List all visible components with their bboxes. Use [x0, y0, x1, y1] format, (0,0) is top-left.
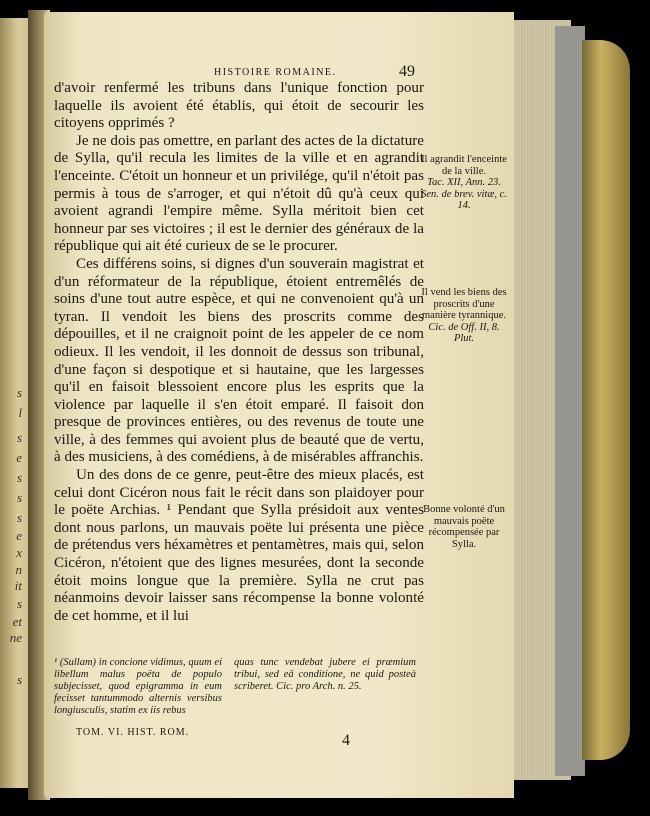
- facing-page-fragment: s: [16, 470, 22, 485]
- margin-note-text: Il agrandit l'enceinte de la ville.: [421, 154, 507, 177]
- facing-page-fragment: it: [14, 578, 22, 593]
- margin-note-ref: Cic. de Off. II, 8.: [428, 321, 500, 333]
- facing-page-fragment: s: [16, 672, 22, 687]
- book-page: [44, 12, 514, 798]
- margin-note-ref: Sen. de brev. vitæ, c. 14.: [421, 188, 507, 211]
- facing-page-fragment: e: [16, 528, 22, 543]
- margin-note-ref: Plut.: [453, 333, 475, 344]
- paragraph: Ces différens soins, si dignes d'un souverain magistrat et d'un réformateur de la république, étoient entremêlés de soins d'une tout autre espèce, et qui ne convenoient qu'à un tyran. Il vendoit les biens des proscrits comme des dépouilles, et il ne craignoit point de les appeler de ce nom odieux. Il les vendoit, il les donnoit de dessus son tribunal, d'une façon si despotique et si hautaine, que les largesses qu'il en faisoit blessoient encore plus les esprits que la violence par laquelle il s'en étoit emparé. Il faisoit don presque de provinces entières, ou des revenus de toute une ville, à des femmes qui avoient plus de beauté que de vertu, à des musiciens, à des comédiens, à de misérables affranchis.: [54, 255, 424, 466]
- margin-note: [421, 154, 507, 212]
- paragraph: d'avoir renfermé les tribuns dans l'unique fonction pour laquelle ils avoient été établis, qui étoit de secourir les citoyens opprimés ?: [54, 80, 424, 132]
- margin-note: [421, 287, 507, 345]
- footnote: ¹ (Sullam) in concione vidimus, quum ei libellum malus poëta de populo subjecisset, quod epigramma in eum fecisset tantummodo alternis versibus longiusculis, statim ex iis rebus: [54, 657, 222, 716]
- margin-note-text: Il vend les biens des proscrits d'une manière tyrannique.: [421, 287, 507, 321]
- signature-line: TOM. VI. HIST. ROM.: [76, 727, 190, 738]
- facing-page-fragment: et: [12, 614, 22, 629]
- footnote-continued: quas tunc vendebat jubere ei præmium tribui, sed eâ conditione, ne quid posteà scriberet. Cic. pro Arch. n. 25.: [234, 657, 416, 692]
- margin-note: [421, 504, 507, 550]
- facing-page-fragment: n: [15, 562, 22, 577]
- body-text: [54, 80, 424, 625]
- facing-page-fragment: s: [16, 490, 22, 505]
- signature-mark: 4: [342, 732, 350, 749]
- paragraph: Un des dons de ce genre, peut-être des mieux placés, est celui dont Cicéron nous fait le récit dans son plaidoyer pour le poëte Archias. ¹ Pendant que Sylla présidoit aux ventes dont nous parlons, un mauvais poëte lui présenta une pièce de prétendus vers héxamètres et pentamètres, mais qui, selon Cicéron, n'étoient que des lignes mesurées, dont la seconde étoit moins longue que la première. Sylla ne crut pas néanmoins devoir laisser sans récompense la bonne volonté de cet homme, et il lui: [54, 467, 424, 624]
- facing-page-fragment: s: [16, 385, 22, 400]
- facing-page-fragment: l: [18, 405, 22, 420]
- page-block-shadow: [555, 26, 585, 776]
- running-head: HISTOIRE ROMAINE.: [214, 67, 337, 78]
- facing-page-fragment: s: [16, 510, 22, 525]
- margin-note-ref: Tac. XII, Ann. 23.: [427, 177, 501, 188]
- margin-note-text: Bonne volonté d'un mauvais poëte récompensée par Sylla.: [423, 504, 505, 550]
- book-cover-edge: [582, 40, 630, 760]
- facing-page-fragment: ne: [9, 630, 22, 645]
- facing-page-fragment: s: [16, 430, 22, 445]
- paragraph: Je ne dois pas omettre, en parlant des actes de la dictature de Sylla, qu'il recula les limites de la ville et en agrandit l'enceinte. C'étoit un honneur et un privilége, qu'il n'étoit pas permis à tous de s'arroger, et qui n'étoit dû qu'à ceux qui avoient agrandi l'empire même. Sylla méritoit bien cet honneur par ses victoires ; il est le dernier des généraux de la république qui ait été curieux de se le procurer.: [54, 132, 424, 255]
- facing-page-fragment: s: [16, 596, 22, 611]
- facing-page-fragment: x: [16, 545, 22, 560]
- facing-page-fragment: e: [16, 450, 22, 465]
- page-number: 49: [399, 63, 415, 80]
